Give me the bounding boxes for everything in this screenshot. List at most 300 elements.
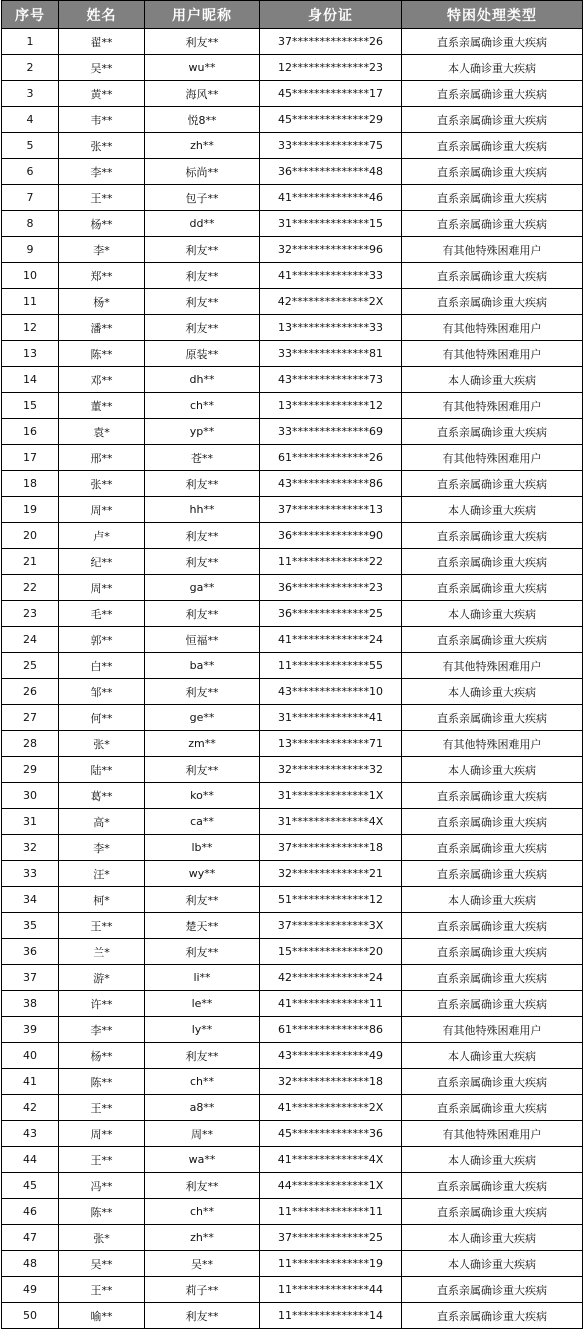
header-name: 姓名 [59,1,145,29]
cell-hardship-type: 有其他特殊困难用户 [402,1017,583,1043]
cell-hardship-type: 本人确诊重大疾病 [402,55,583,81]
cell-index: 42 [2,1095,59,1121]
cell-id-number: 41**************46 [260,185,402,211]
cell-name: 王** [59,913,145,939]
cell-nickname: 利友** [145,1173,260,1199]
table-row [2,601,583,627]
cell-nickname: 利友** [145,887,260,913]
cell-nickname: zh** [145,1225,260,1251]
cell-name: 黄** [59,81,145,107]
cell-hardship-type: 直系亲属确诊重大疾病 [402,523,583,549]
cell-index: 45 [2,1173,59,1199]
table-row [2,185,583,211]
cell-hardship-type: 直系亲属确诊重大疾病 [402,705,583,731]
cell-hardship-type: 本人确诊重大疾病 [402,887,583,913]
cell-nickname: 利友** [145,1043,260,1069]
cell-id-number: 36**************90 [260,523,402,549]
cell-id-number: 43**************86 [260,471,402,497]
cell-id-number: 13**************71 [260,731,402,757]
cell-hardship-type: 本人确诊重大疾病 [402,497,583,523]
table-row [2,445,583,471]
cell-hardship-type: 有其他特殊困难用户 [402,653,583,679]
cell-id-number: 15**************20 [260,939,402,965]
table-row [2,861,583,887]
cell-index: 32 [2,835,59,861]
cell-name: 董** [59,393,145,419]
cell-name: 邓** [59,367,145,393]
table-header [2,1,583,29]
cell-index: 12 [2,315,59,341]
cell-hardship-type: 直系亲属确诊重大疾病 [402,133,583,159]
table-row [2,991,583,1017]
cell-index: 22 [2,575,59,601]
cell-nickname: 周** [145,1121,260,1147]
cell-id-number: 37**************13 [260,497,402,523]
table-row [2,757,583,783]
cell-name: 卢* [59,523,145,549]
cell-hardship-type: 直系亲属确诊重大疾病 [402,809,583,835]
cell-id-number: 11**************22 [260,549,402,575]
cell-hardship-type: 直系亲属确诊重大疾病 [402,471,583,497]
cell-name: 王** [59,1095,145,1121]
cell-id-number: 33**************75 [260,133,402,159]
cell-id-number: 37**************3X [260,913,402,939]
cell-name: 王** [59,1147,145,1173]
cell-index: 10 [2,263,59,289]
cell-nickname: 海风** [145,81,260,107]
cell-id-number: 32**************21 [260,861,402,887]
cell-index: 7 [2,185,59,211]
cell-name: 郑** [59,263,145,289]
cell-name: 纪** [59,549,145,575]
table-row [2,1069,583,1095]
cell-nickname: ch** [145,1069,260,1095]
cell-hardship-type: 直系亲属确诊重大疾病 [402,861,583,887]
cell-nickname: wa** [145,1147,260,1173]
cell-id-number: 45**************36 [260,1121,402,1147]
table-body [2,29,583,1329]
cell-index: 49 [2,1277,59,1303]
cell-hardship-type: 直系亲属确诊重大疾病 [402,1303,583,1329]
cell-id-number: 11**************55 [260,653,402,679]
cell-index: 26 [2,679,59,705]
cell-id-number: 45**************29 [260,107,402,133]
cell-hardship-type: 直系亲属确诊重大疾病 [402,107,583,133]
cell-hardship-type: 直系亲属确诊重大疾病 [402,1173,583,1199]
cell-name: 汪* [59,861,145,887]
cell-index: 4 [2,107,59,133]
cell-nickname: ge** [145,705,260,731]
cell-id-number: 37**************25 [260,1225,402,1251]
cell-id-number: 43**************10 [260,679,402,705]
cell-name: 周** [59,1121,145,1147]
cell-id-number: 45**************17 [260,81,402,107]
cell-id-number: 36**************25 [260,601,402,627]
cell-name: 柯* [59,887,145,913]
cell-nickname: lb** [145,835,260,861]
cell-name: 邹** [59,679,145,705]
table-row [2,341,583,367]
cell-index: 2 [2,55,59,81]
cell-id-number: 41**************2X [260,1095,402,1121]
table-row [2,705,583,731]
cell-name: 白** [59,653,145,679]
table-row [2,653,583,679]
cell-name: 葛** [59,783,145,809]
table-row [2,497,583,523]
cell-index: 14 [2,367,59,393]
table-row [2,1199,583,1225]
cell-id-number: 11**************14 [260,1303,402,1329]
cell-id-number: 41**************11 [260,991,402,1017]
cell-id-number: 43**************73 [260,367,402,393]
cell-nickname: 利友** [145,939,260,965]
hardship-list-sheet [1,0,582,1329]
cell-id-number: 36**************48 [260,159,402,185]
cell-hardship-type: 本人确诊重大疾病 [402,1225,583,1251]
header-id-number: 身份证 [260,1,402,29]
cell-name: 兰* [59,939,145,965]
cell-hardship-type: 直系亲属确诊重大疾病 [402,211,583,237]
table-row [2,81,583,107]
cell-hardship-type: 直系亲属确诊重大疾病 [402,965,583,991]
table-row [2,315,583,341]
table-row [2,783,583,809]
table-row [2,211,583,237]
cell-index: 3 [2,81,59,107]
cell-hardship-type: 有其他特殊困难用户 [402,341,583,367]
cell-nickname: 包子** [145,185,260,211]
cell-nickname: 楚天** [145,913,260,939]
table-row [2,731,583,757]
cell-id-number: 31**************1X [260,783,402,809]
table-row [2,965,583,991]
cell-name: 陈** [59,341,145,367]
cell-nickname: 苍** [145,445,260,471]
cell-hardship-type: 直系亲属确诊重大疾病 [402,1095,583,1121]
cell-hardship-type: 本人确诊重大疾病 [402,679,583,705]
cell-hardship-type: 有其他特殊困难用户 [402,1121,583,1147]
cell-id-number: 31**************41 [260,705,402,731]
cell-name: 陆** [59,757,145,783]
table-row [2,939,583,965]
cell-id-number: 44**************1X [260,1173,402,1199]
table-row [2,1225,583,1251]
table-row [2,835,583,861]
cell-index: 37 [2,965,59,991]
cell-name: 李** [59,1017,145,1043]
header-index: 序号 [2,1,59,29]
cell-index: 21 [2,549,59,575]
cell-name: 冯** [59,1173,145,1199]
cell-nickname: dd** [145,211,260,237]
header-hardship-type: 特困处理类型 [402,1,583,29]
table-row [2,1303,583,1329]
cell-hardship-type: 直系亲属确诊重大疾病 [402,783,583,809]
table-row [2,263,583,289]
cell-hardship-type: 有其他特殊困难用户 [402,315,583,341]
cell-hardship-type: 有其他特殊困难用户 [402,731,583,757]
cell-id-number: 41**************33 [260,263,402,289]
cell-id-number: 31**************4X [260,809,402,835]
cell-name: 喻** [59,1303,145,1329]
cell-nickname: dh** [145,367,260,393]
cell-name: 张** [59,471,145,497]
cell-nickname: ba** [145,653,260,679]
table-row [2,679,583,705]
cell-nickname: 利友** [145,237,260,263]
cell-name: 何** [59,705,145,731]
cell-hardship-type: 本人确诊重大疾病 [402,1251,583,1277]
cell-nickname: zh** [145,133,260,159]
cell-name: 郭** [59,627,145,653]
cell-hardship-type: 直系亲属确诊重大疾病 [402,1277,583,1303]
cell-id-number: 41**************4X [260,1147,402,1173]
cell-nickname: 利友** [145,523,260,549]
table-row [2,549,583,575]
cell-hardship-type: 有其他特殊困难用户 [402,393,583,419]
cell-hardship-type: 本人确诊重大疾病 [402,757,583,783]
cell-index: 41 [2,1069,59,1095]
cell-nickname: 莉子** [145,1277,260,1303]
cell-index: 17 [2,445,59,471]
cell-id-number: 43**************49 [260,1043,402,1069]
cell-hardship-type: 直系亲属确诊重大疾病 [402,627,583,653]
cell-nickname: 原装** [145,341,260,367]
cell-index: 36 [2,939,59,965]
cell-nickname: 利友** [145,549,260,575]
cell-nickname: wy** [145,861,260,887]
cell-hardship-type: 直系亲属确诊重大疾病 [402,81,583,107]
cell-index: 9 [2,237,59,263]
cell-nickname: 利友** [145,315,260,341]
cell-hardship-type: 直系亲属确诊重大疾病 [402,29,583,55]
cell-id-number: 33**************69 [260,419,402,445]
cell-nickname: 吴** [145,1251,260,1277]
cell-id-number: 33**************81 [260,341,402,367]
table-row [2,237,583,263]
cell-name: 韦** [59,107,145,133]
cell-hardship-type: 直系亲属确诊重大疾病 [402,1069,583,1095]
cell-id-number: 36**************23 [260,575,402,601]
cell-name: 吴** [59,1251,145,1277]
cell-hardship-type: 直系亲属确诊重大疾病 [402,549,583,575]
table-row [2,367,583,393]
cell-name: 李* [59,237,145,263]
cell-hardship-type: 本人确诊重大疾病 [402,1043,583,1069]
cell-index: 19 [2,497,59,523]
cell-nickname: wu** [145,55,260,81]
cell-index: 1 [2,29,59,55]
cell-id-number: 42**************24 [260,965,402,991]
cell-name: 杨** [59,1043,145,1069]
cell-hardship-type: 本人确诊重大疾病 [402,1147,583,1173]
cell-index: 20 [2,523,59,549]
cell-nickname: 利友** [145,29,260,55]
cell-index: 27 [2,705,59,731]
cell-index: 13 [2,341,59,367]
table-row [2,159,583,185]
cell-nickname: ch** [145,393,260,419]
cell-id-number: 13**************33 [260,315,402,341]
cell-nickname: hh** [145,497,260,523]
cell-hardship-type: 有其他特殊困难用户 [402,237,583,263]
cell-nickname: ca** [145,809,260,835]
cell-index: 35 [2,913,59,939]
cell-nickname: zm** [145,731,260,757]
cell-name: 陈** [59,1199,145,1225]
cell-id-number: 13**************12 [260,393,402,419]
cell-nickname: 利友** [145,757,260,783]
table-row [2,1251,583,1277]
cell-hardship-type: 直系亲属确诊重大疾病 [402,913,583,939]
cell-hardship-type: 直系亲属确诊重大疾病 [402,1199,583,1225]
table-row [2,575,583,601]
cell-name: 李* [59,835,145,861]
cell-name: 王** [59,185,145,211]
cell-nickname: yp** [145,419,260,445]
cell-hardship-type: 有其他特殊困难用户 [402,445,583,471]
cell-hardship-type: 直系亲属确诊重大疾病 [402,159,583,185]
table-row [2,289,583,315]
cell-nickname: li** [145,965,260,991]
table-row [2,1277,583,1303]
cell-index: 30 [2,783,59,809]
cell-index: 18 [2,471,59,497]
cell-index: 15 [2,393,59,419]
cell-index: 11 [2,289,59,315]
cell-index: 28 [2,731,59,757]
cell-index: 43 [2,1121,59,1147]
cell-index: 46 [2,1199,59,1225]
cell-name: 周** [59,575,145,601]
cell-id-number: 31**************15 [260,211,402,237]
cell-index: 24 [2,627,59,653]
cell-index: 40 [2,1043,59,1069]
cell-nickname: 利友** [145,679,260,705]
cell-name: 杨* [59,289,145,315]
cell-id-number: 32**************18 [260,1069,402,1095]
cell-name: 张* [59,1225,145,1251]
cell-hardship-type: 直系亲属确诊重大疾病 [402,263,583,289]
cell-hardship-type: 直系亲属确诊重大疾病 [402,991,583,1017]
cell-id-number: 11**************19 [260,1251,402,1277]
cell-nickname: ko** [145,783,260,809]
cell-id-number: 11**************11 [260,1199,402,1225]
cell-index: 25 [2,653,59,679]
cell-name: 翟** [59,29,145,55]
cell-name: 高* [59,809,145,835]
cell-index: 48 [2,1251,59,1277]
cell-index: 16 [2,419,59,445]
cell-id-number: 61**************86 [260,1017,402,1043]
cell-name: 李** [59,159,145,185]
header-row [2,1,583,29]
cell-index: 8 [2,211,59,237]
cell-index: 50 [2,1303,59,1329]
cell-hardship-type: 直系亲属确诊重大疾病 [402,835,583,861]
header-nickname: 用户昵称 [145,1,260,29]
table-row [2,29,583,55]
cell-hardship-type: 直系亲属确诊重大疾病 [402,575,583,601]
hardship-table [1,0,583,1329]
cell-nickname: a8** [145,1095,260,1121]
cell-nickname: 利友** [145,289,260,315]
table-row [2,393,583,419]
cell-index: 29 [2,757,59,783]
cell-name: 吴** [59,55,145,81]
cell-nickname: 利友** [145,471,260,497]
table-row [2,1147,583,1173]
cell-name: 张** [59,133,145,159]
table-row [2,913,583,939]
cell-name: 潘** [59,315,145,341]
cell-index: 39 [2,1017,59,1043]
cell-index: 5 [2,133,59,159]
cell-id-number: 61**************26 [260,445,402,471]
cell-hardship-type: 直系亲属确诊重大疾病 [402,419,583,445]
cell-hardship-type: 直系亲属确诊重大疾病 [402,185,583,211]
cell-name: 袁* [59,419,145,445]
cell-index: 6 [2,159,59,185]
cell-nickname: 标尚** [145,159,260,185]
cell-hardship-type: 本人确诊重大疾病 [402,367,583,393]
cell-id-number: 37**************26 [260,29,402,55]
cell-id-number: 32**************96 [260,237,402,263]
cell-nickname: ga** [145,575,260,601]
cell-index: 44 [2,1147,59,1173]
cell-id-number: 42**************2X [260,289,402,315]
table-row [2,133,583,159]
cell-id-number: 11**************44 [260,1277,402,1303]
cell-nickname: 恒福** [145,627,260,653]
cell-index: 23 [2,601,59,627]
table-row [2,1043,583,1069]
cell-name: 游* [59,965,145,991]
table-row [2,887,583,913]
table-row [2,1121,583,1147]
table-row [2,471,583,497]
cell-index: 33 [2,861,59,887]
cell-name: 张* [59,731,145,757]
cell-id-number: 51**************12 [260,887,402,913]
cell-id-number: 12**************23 [260,55,402,81]
table-row [2,1173,583,1199]
cell-hardship-type: 直系亲属确诊重大疾病 [402,939,583,965]
cell-nickname: ly** [145,1017,260,1043]
cell-hardship-type: 直系亲属确诊重大疾病 [402,289,583,315]
table-row [2,55,583,81]
cell-name: 杨** [59,211,145,237]
cell-name: 陈** [59,1069,145,1095]
cell-nickname: 利友** [145,601,260,627]
cell-nickname: 悦8** [145,107,260,133]
table-row [2,809,583,835]
cell-index: 31 [2,809,59,835]
cell-name: 毛** [59,601,145,627]
cell-name: 邢** [59,445,145,471]
cell-nickname: 利友** [145,263,260,289]
cell-index: 38 [2,991,59,1017]
cell-nickname: ch** [145,1199,260,1225]
table-row [2,1095,583,1121]
cell-index: 47 [2,1225,59,1251]
table-row [2,107,583,133]
cell-name: 王** [59,1277,145,1303]
table-row [2,1017,583,1043]
cell-name: 许** [59,991,145,1017]
table-row [2,523,583,549]
